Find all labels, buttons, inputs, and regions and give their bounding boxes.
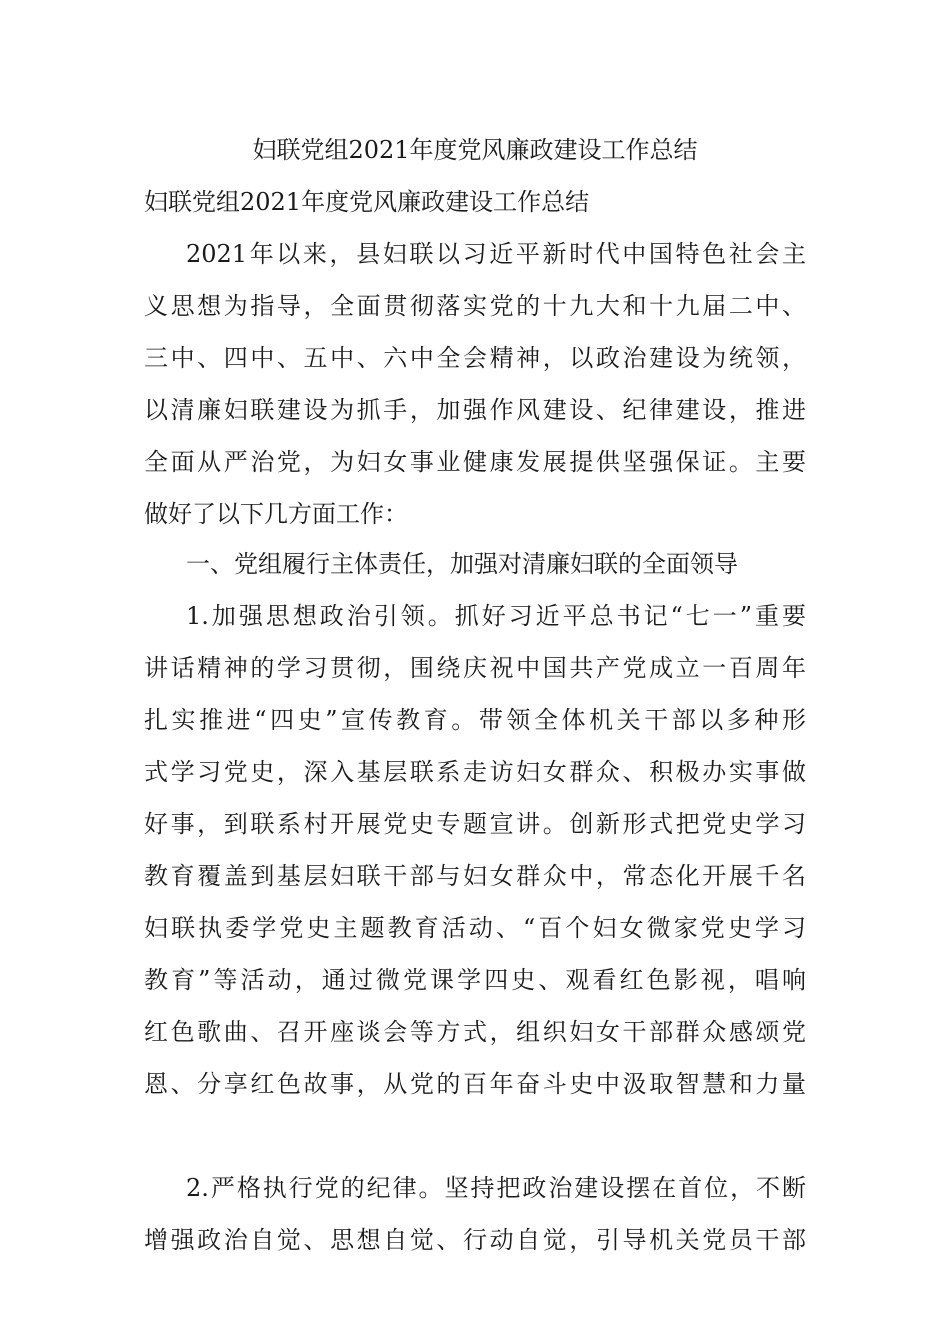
paragraph-line: 扎实推进“四史”宣传教育。带领全体机关干部以多种形 xyxy=(144,706,806,734)
paragraph-line: 式学习党史，深入基层联系走访妇女群众、积极办实事做 xyxy=(144,758,806,786)
paragraph-line: 红色歌曲、召开座谈会等方式，组织妇女干部群众感颂党 xyxy=(144,1018,806,1046)
paragraph-line: 1.加强思想政治引领。抓好习近平总书记“七一”重要 xyxy=(186,602,806,630)
paragraph-line: 2021年以来，县妇联以习近平新时代中国特色社会主 xyxy=(186,240,806,268)
paragraph-line: 妇联执委学党史主题教育活动、“百个妇女微家党史学习 xyxy=(144,914,806,942)
paragraph-line: 恩、分享红色故事，从党的百年奋斗史中汲取智慧和力量 xyxy=(144,1070,806,1098)
paragraph-line: 以清廉妇联建设为抓手，加强作风建设、纪律建设，推进 xyxy=(144,396,806,424)
paragraph-line: 讲话精神的学习贯彻，围绕庆祝中国共产党成立一百周年 xyxy=(144,654,806,682)
paragraph-line: 做好了以下几方面工作： xyxy=(144,500,408,528)
paragraph-line: 教育覆盖到基层妇联干部与妇女群众中，常态化开展千名 xyxy=(144,862,806,890)
paragraph-line: 好事，到联系村开展党史专题宣讲。创新形式把党史学习 xyxy=(144,810,806,838)
section-heading: 一、党组履行主体责任，加强对清廉妇联的全面领导 xyxy=(186,550,738,578)
document-subtitle: 妇联党组2021年度党风廉政建设工作总结 xyxy=(144,188,590,216)
paragraph-line: 增强政治自觉、思想自觉、行动自觉，引导机关党员干部 xyxy=(144,1226,806,1254)
paragraph-line: 义思想为指导，全面贯彻落实党的十九大和十九届二中、 xyxy=(144,292,806,320)
document-title: 妇联党组2021年度党风廉政建设工作总结 xyxy=(252,136,698,164)
paragraph-line: 三中、四中、五中、六中全会精神，以政治建设为统领， xyxy=(144,344,806,372)
paragraph-line: 2.严格执行党的纪律。坚持把政治建设摆在首位，不断 xyxy=(186,1174,806,1202)
paragraph-line: 全面从严治党，为妇女事业健康发展提供坚强保证。主要 xyxy=(144,448,806,476)
paragraph-line: 教育”等活动，通过微党课学四史、观看红色影视，唱响 xyxy=(144,966,806,994)
